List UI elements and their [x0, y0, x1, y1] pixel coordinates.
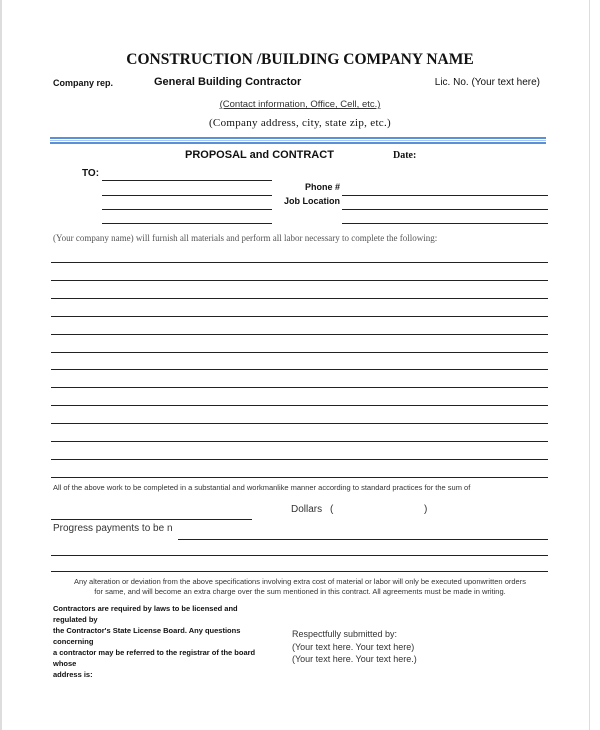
- work-line[interactable]: [51, 262, 548, 263]
- work-line[interactable]: [51, 477, 548, 478]
- contractor-type: General Building Contractor: [154, 76, 302, 88]
- progress-label: Progress payments to be n: [53, 523, 173, 534]
- to-line-3[interactable]: [102, 209, 272, 210]
- dollars-label: Dollars: [291, 504, 323, 515]
- job-location-line-2[interactable]: [342, 223, 548, 224]
- license-notice-line: a contractor may be referred to the registrar of the board: [53, 648, 256, 657]
- sum-line[interactable]: [51, 519, 252, 520]
- header-rule-mid: [50, 140, 546, 141]
- progress-line-2[interactable]: [51, 555, 548, 556]
- proposal-title: PROPOSAL and CONTRACT: [185, 149, 334, 161]
- license-number: Lic. No. (Your text here): [434, 77, 540, 88]
- company-address: (Company address, city, state zip, etc.): [208, 117, 392, 129]
- company-rep-label: Company rep.: [53, 78, 114, 88]
- work-line[interactable]: [51, 316, 548, 317]
- work-line[interactable]: [51, 405, 548, 406]
- header-rule-bottom: [50, 142, 546, 144]
- alteration-line-1: Any alteration or deviation from the above specifications involving extra cost of material or labor will only be executed uponwritten orders: [74, 577, 526, 586]
- job-location-line[interactable]: [342, 209, 548, 210]
- work-line[interactable]: [51, 298, 548, 299]
- company-title: CONSTRUCTION /BUILDING COMPANY NAME: [126, 51, 474, 68]
- work-line[interactable]: [51, 387, 548, 388]
- submitted-label: Respectfully submitted by:: [292, 629, 398, 639]
- to-line-4[interactable]: [102, 223, 272, 224]
- submitted-line: (Your text here. Your text here): [292, 641, 415, 652]
- submitted-line: (Your text here. Your text here.): [292, 654, 417, 664]
- submitted-block: [292, 628, 417, 666]
- job-location-label: Job Location: [284, 196, 340, 206]
- paren-open: (: [330, 504, 334, 515]
- work-line[interactable]: [51, 334, 548, 335]
- work-line[interactable]: [51, 441, 548, 442]
- to-line-2[interactable]: [102, 195, 272, 196]
- to-line-1[interactable]: [102, 180, 272, 181]
- work-line[interactable]: [51, 459, 548, 460]
- license-notice-line: the Contractor's State License Board. Any questions: [53, 626, 241, 635]
- progress-line[interactable]: [178, 539, 548, 540]
- license-notice: [53, 603, 255, 680]
- work-line[interactable]: [51, 369, 548, 370]
- phone-label: Phone #: [304, 182, 340, 192]
- license-notice-line: address is:: [53, 670, 93, 679]
- intro-text: (Your company name) will furnish all materials and perform all labor necessary to complete the following:: [53, 233, 438, 243]
- license-notice-line: concerning: [53, 637, 94, 646]
- header-rule-top: [50, 137, 546, 139]
- license-notice-line: Contractors are required by laws to be licensed and: [53, 604, 238, 613]
- progress-line-3[interactable]: [51, 571, 548, 572]
- paren-close: ): [424, 504, 428, 515]
- date-label: Date:: [393, 150, 417, 161]
- work-line[interactable]: [51, 280, 548, 281]
- license-notice-line: whose: [53, 659, 77, 668]
- work-line[interactable]: [51, 352, 548, 353]
- alteration-line-2: for same, and will become an extra charge over the sum mentioned in this contract. All agreements must be made in writing.: [94, 587, 506, 596]
- to-label: TO:: [82, 168, 100, 179]
- work-line[interactable]: [51, 423, 548, 424]
- sum-text: All of the above work to be completed in a substantial and workmanlike manner according to standard practices for the sum of: [53, 483, 471, 492]
- contact-info: (Contact information, Office, Cell, etc.): [219, 99, 381, 110]
- license-notice-line: regulated by: [53, 615, 98, 624]
- phone-line[interactable]: [342, 195, 548, 196]
